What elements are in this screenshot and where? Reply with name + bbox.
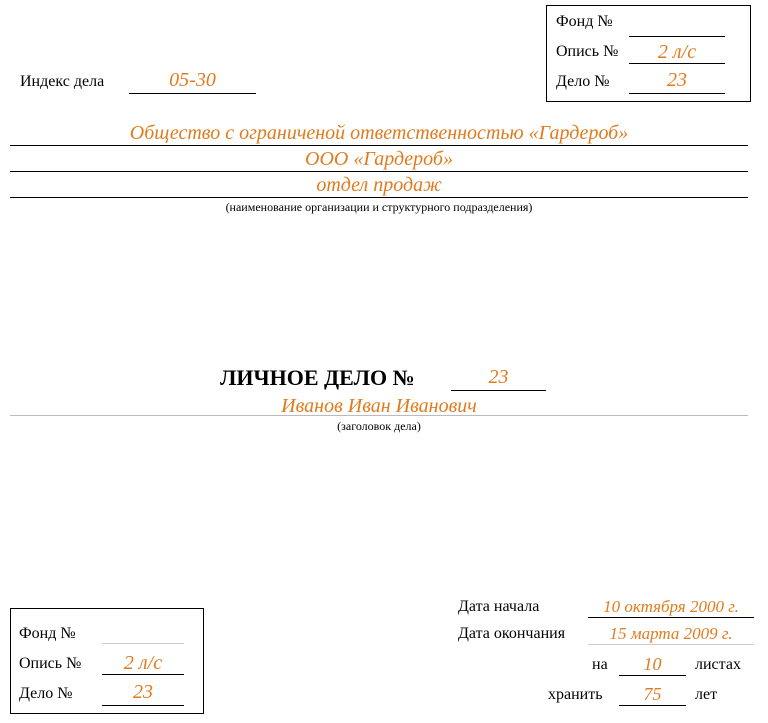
end-date-label: Дата окончания [458,625,566,642]
bottom-archive-box [10,608,204,714]
keep-years-field[interactable]: 75 [619,683,686,706]
org-line-1 [10,145,748,146]
top-opis-field[interactable]: 2 л/с [629,41,725,64]
sheets-label: листах [695,656,741,673]
top-delo-label: Дело № [556,73,610,90]
top-delo-field[interactable]: 23 [629,69,725,94]
top-fond-label: Фонд № [556,13,613,30]
org-line-3 [10,197,748,198]
org-caption: (наименование организации и структурного подразделения) [225,200,533,214]
org-short-name[interactable]: ООО «Гардероб» [305,148,453,170]
years-label: лет [695,686,718,703]
end-date-field[interactable]: 15 марта 2009 г. [588,623,754,645]
bottom-delo-label: Дело № [19,685,73,702]
bottom-opis-label: Опись № [19,655,82,672]
bottom-delo-field[interactable]: 23 [102,681,184,706]
top-opis-label: Опись № [556,43,619,60]
index-label: Индекс дела [20,73,105,90]
case-caption: (заголовок дела) [337,419,421,433]
sheets-on-label: на [592,656,608,673]
case-number-field[interactable]: 23 [451,366,546,391]
index-field[interactable]: 05-30 [129,69,256,94]
top-archive-box [546,5,751,102]
org-full-name[interactable]: Общество с ограниченой ответственностью «Гардероб» [129,122,629,144]
bottom-fond-field[interactable] [102,621,184,644]
case-title-label: ЛИЧНОЕ ДЕЛО № [220,365,415,390]
keep-label: хранить [548,686,603,703]
bottom-fond-label: Фонд № [19,625,76,642]
sheets-field[interactable]: 10 [619,653,686,676]
start-date-field[interactable]: 10 октября 2000 г. [588,596,754,618]
bottom-opis-field[interactable]: 2 л/с [102,652,184,675]
org-department[interactable]: отдел продаж [316,174,442,196]
top-fond-field[interactable] [629,14,725,37]
start-date-label: Дата начала [458,598,540,615]
case-heading[interactable]: Иванов Иван Иванович [281,395,477,417]
case-heading-line [10,415,748,416]
org-line-2 [10,171,748,172]
